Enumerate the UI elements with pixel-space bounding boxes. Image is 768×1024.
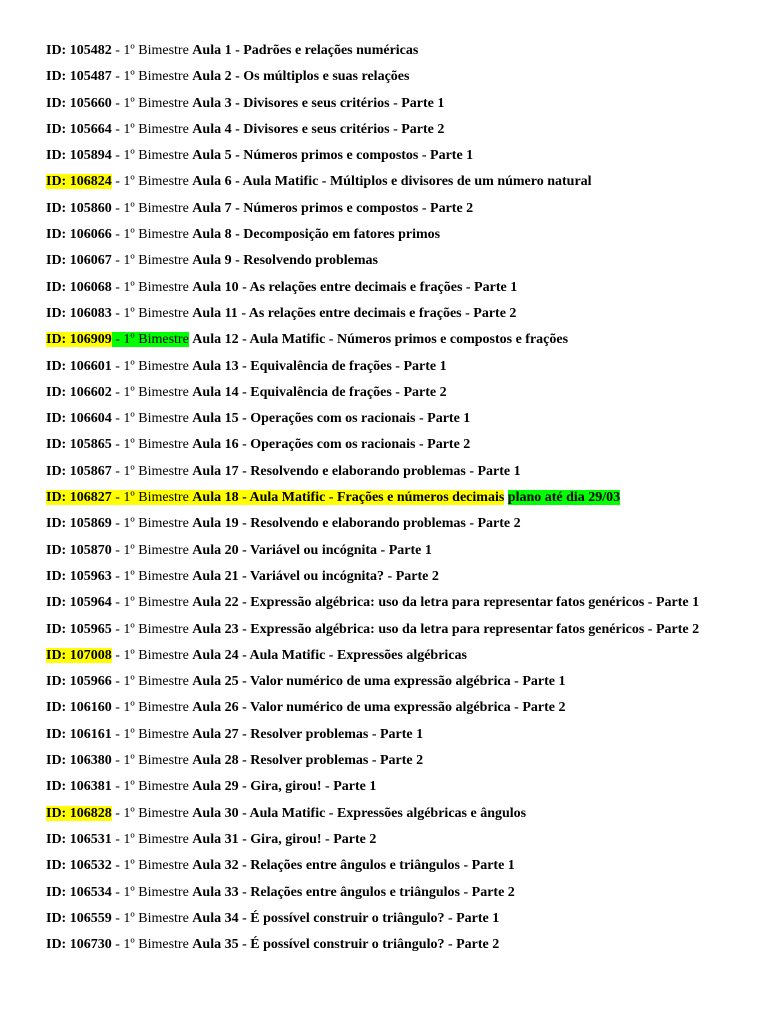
lesson-title: - Aula Matific - Expressões algébricas xyxy=(238,647,467,663)
lesson-id: ID: 106380 xyxy=(46,753,112,769)
lesson-number: Aula 14 xyxy=(192,384,239,400)
bimester-label: 1º Bimestre xyxy=(123,174,189,190)
lesson-id: ID: 106534 xyxy=(46,884,112,900)
bimester-label: 1º Bimestre xyxy=(123,621,189,637)
separator: - xyxy=(111,831,124,847)
lesson-number: Aula 22 xyxy=(192,595,239,611)
lesson-note: plano até dia 29/03 xyxy=(507,490,621,506)
lesson-id: ID: 105867 xyxy=(46,463,112,479)
separator: - xyxy=(111,332,124,348)
separator: - xyxy=(111,726,124,742)
lesson-line xyxy=(46,514,762,540)
bimester-label: 1º Bimestre xyxy=(123,358,189,374)
separator: - xyxy=(111,227,124,243)
lesson-line xyxy=(46,541,762,567)
lesson-id: ID: 106531 xyxy=(46,831,112,847)
lesson-number: Aula 20 xyxy=(192,542,239,558)
lesson-title: - Operações com os racionais - Parte 2 xyxy=(238,437,471,453)
bimester-label: 1º Bimestre xyxy=(123,937,189,953)
separator: - xyxy=(111,305,124,321)
bimester-label: 1º Bimestre xyxy=(123,910,189,926)
lesson-id: ID: 105894 xyxy=(46,148,112,164)
lesson-id: ID: 106083 xyxy=(46,305,112,321)
lesson-line xyxy=(46,804,762,830)
lesson-id: ID: 106824 xyxy=(46,174,112,190)
lesson-title: - Aula Matific - Expressões algébricas e ângulos xyxy=(238,805,527,821)
bimester-label: 1º Bimestre xyxy=(123,674,189,690)
lesson-line xyxy=(46,777,762,803)
lesson-id: ID: 106827 xyxy=(46,490,112,506)
lesson-number: Aula 13 xyxy=(192,358,239,374)
lesson-title: - As relações entre decimais e frações - Parte 2 xyxy=(237,305,517,321)
separator: - xyxy=(111,358,124,374)
lesson-title: - Equivalência de frações - Parte 1 xyxy=(238,358,447,374)
lesson-line xyxy=(46,672,762,698)
separator: - xyxy=(111,200,124,216)
bimester-label: 1º Bimestre xyxy=(123,148,189,164)
lesson-title: - Gira, girou! - Parte 2 xyxy=(238,831,377,847)
lesson-number: Aula 17 xyxy=(192,463,239,479)
lesson-id: ID: 106067 xyxy=(46,253,112,269)
lesson-line xyxy=(46,199,762,225)
bimester-label: 1º Bimestre xyxy=(123,753,189,769)
lesson-line xyxy=(46,567,762,593)
lesson-title: - Decomposição em fatores primos xyxy=(231,227,441,243)
separator: - xyxy=(111,674,124,690)
bimester-label: 1º Bimestre xyxy=(123,831,189,847)
lesson-id: ID: 106601 xyxy=(46,358,112,374)
lesson-number: Aula 8 xyxy=(192,227,232,243)
lesson-line xyxy=(46,488,762,514)
lesson-id: ID: 105870 xyxy=(46,542,112,558)
lesson-number: Aula 6 xyxy=(192,174,232,190)
separator: - xyxy=(111,753,124,769)
bimester-label: 1º Bimestre xyxy=(123,542,189,558)
lesson-line xyxy=(46,698,762,724)
separator: - xyxy=(111,490,124,506)
lesson-id: ID: 105487 xyxy=(46,69,112,85)
separator: - xyxy=(111,463,124,479)
lesson-line xyxy=(46,830,762,856)
bimester-label: 1º Bimestre xyxy=(123,384,189,400)
lesson-title: - Resolver problemas - Parte 1 xyxy=(238,726,424,742)
separator: - xyxy=(111,779,124,795)
lesson-id: ID: 105869 xyxy=(46,516,112,532)
lesson-id: ID: 106909 xyxy=(46,332,112,348)
bimester-label: 1º Bimestre xyxy=(123,805,189,821)
lesson-line xyxy=(46,462,762,488)
lesson-line xyxy=(46,94,762,120)
separator: - xyxy=(111,700,124,716)
lesson-number: Aula 12 xyxy=(192,332,239,348)
separator: - xyxy=(111,148,124,164)
separator: - xyxy=(111,411,124,427)
lesson-list xyxy=(46,41,762,961)
lesson-number: Aula 3 xyxy=(192,95,232,111)
lesson-id: ID: 107008 xyxy=(46,647,112,663)
separator: - xyxy=(111,621,124,637)
separator: - xyxy=(111,174,124,190)
lesson-id: ID: 105860 xyxy=(46,200,112,216)
lesson-number: Aula 5 xyxy=(192,148,232,164)
lesson-line xyxy=(46,935,762,961)
bimester-label: 1º Bimestre xyxy=(123,884,189,900)
lesson-line xyxy=(46,120,762,146)
lesson-number: Aula 21 xyxy=(192,568,239,584)
lesson-line xyxy=(46,225,762,251)
bimester-label: 1º Bimestre xyxy=(123,568,189,584)
lesson-line xyxy=(46,251,762,277)
lesson-title: - Resolvendo e elaborando problemas - Parte 1 xyxy=(238,463,521,479)
lesson-number: Aula 9 xyxy=(192,253,232,269)
lesson-title: - Divisores e seus critérios - Parte 2 xyxy=(231,121,445,137)
lesson-line xyxy=(46,357,762,383)
lesson-number: Aula 7 xyxy=(192,200,232,216)
lesson-number: Aula 33 xyxy=(192,884,239,900)
bimester-label: 1º Bimestre xyxy=(123,411,189,427)
separator: - xyxy=(111,568,124,584)
lesson-line xyxy=(46,330,762,356)
lesson-number: Aula 11 xyxy=(192,305,238,321)
lesson-number: Aula 1 xyxy=(192,43,232,58)
lesson-number: Aula 31 xyxy=(192,831,239,847)
lesson-title: - Operações com os racionais - Parte 1 xyxy=(238,411,471,427)
separator: - xyxy=(111,437,124,453)
separator: - xyxy=(111,121,124,137)
lesson-line xyxy=(46,172,762,198)
bimester-label: 1º Bimestre xyxy=(123,490,189,506)
bimester-label: 1º Bimestre xyxy=(123,726,189,742)
separator: - xyxy=(111,69,124,85)
lesson-title: - Padrões e relações numéricas xyxy=(231,43,419,58)
separator: - xyxy=(111,279,124,295)
lesson-id: ID: 106068 xyxy=(46,279,112,295)
separator: - xyxy=(111,858,124,874)
lesson-id: ID: 106559 xyxy=(46,910,112,926)
lesson-number: Aula 35 xyxy=(192,937,239,953)
separator: - xyxy=(111,910,124,926)
lesson-line xyxy=(46,278,762,304)
separator: - xyxy=(111,95,124,111)
lesson-number: Aula 25 xyxy=(192,674,239,690)
lesson-number: Aula 2 xyxy=(192,69,232,85)
lesson-id: ID: 105965 xyxy=(46,621,112,637)
bimester-label: 1º Bimestre xyxy=(123,253,189,269)
lesson-number: Aula 16 xyxy=(192,437,239,453)
separator: - xyxy=(111,43,124,58)
lesson-title: - Resolvendo problemas xyxy=(231,253,378,269)
lesson-title: - Variável ou incógnita - Parte 1 xyxy=(238,542,432,558)
bimester-label: 1º Bimestre xyxy=(123,437,189,453)
lesson-id: ID: 106532 xyxy=(46,858,112,874)
lesson-title: - Os múltiplos e suas relações xyxy=(231,69,410,85)
lesson-id: ID: 105963 xyxy=(46,568,112,584)
lesson-id: ID: 105660 xyxy=(46,95,112,111)
lesson-id: ID: 106066 xyxy=(46,227,112,243)
bimester-label: 1º Bimestre xyxy=(123,595,189,611)
lesson-title: - As relações entre decimais e frações - Parte 1 xyxy=(238,279,518,295)
lesson-number: Aula 26 xyxy=(192,700,239,716)
lesson-number: Aula 29 xyxy=(192,779,239,795)
lesson-number: Aula 10 xyxy=(192,279,239,295)
separator: - xyxy=(111,516,124,532)
lesson-line xyxy=(46,909,762,935)
lesson-number: Aula 23 xyxy=(192,621,239,637)
lesson-line xyxy=(46,41,762,67)
bimester-label: 1º Bimestre xyxy=(123,227,189,243)
lesson-number: Aula 24 xyxy=(192,647,239,663)
lesson-title: - Relações entre ângulos e triângulos - Parte 2 xyxy=(238,884,515,900)
lesson-number: Aula 34 xyxy=(192,910,239,926)
lesson-id: ID: 106602 xyxy=(46,384,112,400)
separator: - xyxy=(111,542,124,558)
bimester-label: 1º Bimestre xyxy=(123,43,189,58)
separator: - xyxy=(111,805,124,821)
lesson-line xyxy=(46,67,762,93)
separator: - xyxy=(111,937,124,953)
lesson-title: - Resolver problemas - Parte 2 xyxy=(238,753,424,769)
lesson-id: ID: 106604 xyxy=(46,411,112,427)
lesson-number: Aula 30 xyxy=(192,805,239,821)
lesson-line xyxy=(46,304,762,330)
lesson-title: - Valor numérico de uma expressão algébrica - Parte 2 xyxy=(238,700,566,716)
bimester-label: 1º Bimestre xyxy=(123,779,189,795)
lesson-line xyxy=(46,620,762,646)
lesson-id: ID: 105865 xyxy=(46,437,112,453)
lesson-id: ID: 106828 xyxy=(46,805,112,821)
lesson-line xyxy=(46,856,762,882)
lesson-number: Aula 15 xyxy=(192,411,239,427)
separator: - xyxy=(111,884,124,900)
lesson-title: - Variável ou incógnita? - Parte 2 xyxy=(238,568,439,584)
bimester-label: 1º Bimestre xyxy=(123,305,189,321)
lesson-number: Aula 28 xyxy=(192,753,239,769)
lesson-id: ID: 105482 xyxy=(46,43,112,58)
lesson-number: Aula 32 xyxy=(192,858,239,874)
lesson-line xyxy=(46,435,762,461)
lesson-id: ID: 106381 xyxy=(46,779,112,795)
separator: - xyxy=(111,384,124,400)
lesson-title: - Aula Matific - Frações e números decimais xyxy=(238,490,505,506)
lesson-title: - É possível construir o triângulo? - Parte 2 xyxy=(238,937,500,953)
lesson-line xyxy=(46,751,762,777)
lesson-title: - Divisores e seus critérios - Parte 1 xyxy=(231,95,445,111)
lesson-id: ID: 105966 xyxy=(46,674,112,690)
lesson-id: ID: 105964 xyxy=(46,595,112,611)
lesson-title: - Equivalência de frações - Parte 2 xyxy=(238,384,447,400)
lesson-id: ID: 105664 xyxy=(46,121,112,137)
lesson-number: Aula 27 xyxy=(192,726,239,742)
separator: - xyxy=(111,647,124,663)
lesson-title: - Valor numérico de uma expressão algébrica - Parte 1 xyxy=(238,674,566,690)
lesson-id: ID: 106730 xyxy=(46,937,112,953)
bimester-label: 1º Bimestre xyxy=(123,121,189,137)
lesson-title: - Resolvendo e elaborando problemas - Parte 2 xyxy=(238,516,521,532)
lesson-line xyxy=(46,146,762,172)
lesson-title: - Aula Matific - Múltiplos e divisores de um número natural xyxy=(231,174,592,190)
lesson-title: - Números primos e compostos - Parte 2 xyxy=(231,200,474,216)
lesson-title: - Números primos e compostos - Parte 1 xyxy=(231,148,474,164)
bimester-label: 1º Bimestre xyxy=(123,700,189,716)
lesson-number: Aula 4 xyxy=(192,121,232,137)
lesson-line xyxy=(46,646,762,672)
bimester-label: 1º Bimestre xyxy=(123,332,189,348)
lesson-number: Aula 18 xyxy=(192,490,239,506)
lesson-id: ID: 106160 xyxy=(46,700,112,716)
lesson-title: - Expressão algébrica: uso da letra para representar fatos genéricos - Parte 2 xyxy=(238,621,700,637)
lesson-title: - Relações entre ângulos e triângulos - Parte 1 xyxy=(238,858,515,874)
lesson-title: - É possível construir o triângulo? - Parte 1 xyxy=(238,910,500,926)
lesson-title: - Gira, girou! - Parte 1 xyxy=(238,779,377,795)
lesson-line xyxy=(46,409,762,435)
separator: - xyxy=(111,253,124,269)
bimester-label: 1º Bimestre xyxy=(123,516,189,532)
lesson-line xyxy=(46,883,762,909)
bimester-label: 1º Bimestre xyxy=(123,647,189,663)
lesson-id: ID: 106161 xyxy=(46,726,112,742)
lesson-line xyxy=(46,725,762,751)
lesson-title: - Expressão algébrica: uso da letra para representar fatos genéricos - Parte 1 xyxy=(238,595,700,611)
lesson-title: - Aula Matific - Números primos e compostos e frações xyxy=(238,332,569,348)
bimester-label: 1º Bimestre xyxy=(123,279,189,295)
lesson-line xyxy=(46,383,762,409)
bimester-label: 1º Bimestre xyxy=(123,200,189,216)
lesson-line xyxy=(46,593,762,619)
bimester-label: 1º Bimestre xyxy=(123,463,189,479)
separator: - xyxy=(111,595,124,611)
lesson-number: Aula 19 xyxy=(192,516,239,532)
bimester-label: 1º Bimestre xyxy=(123,69,189,85)
bimester-label: 1º Bimestre xyxy=(123,95,189,111)
bimester-label: 1º Bimestre xyxy=(123,858,189,874)
